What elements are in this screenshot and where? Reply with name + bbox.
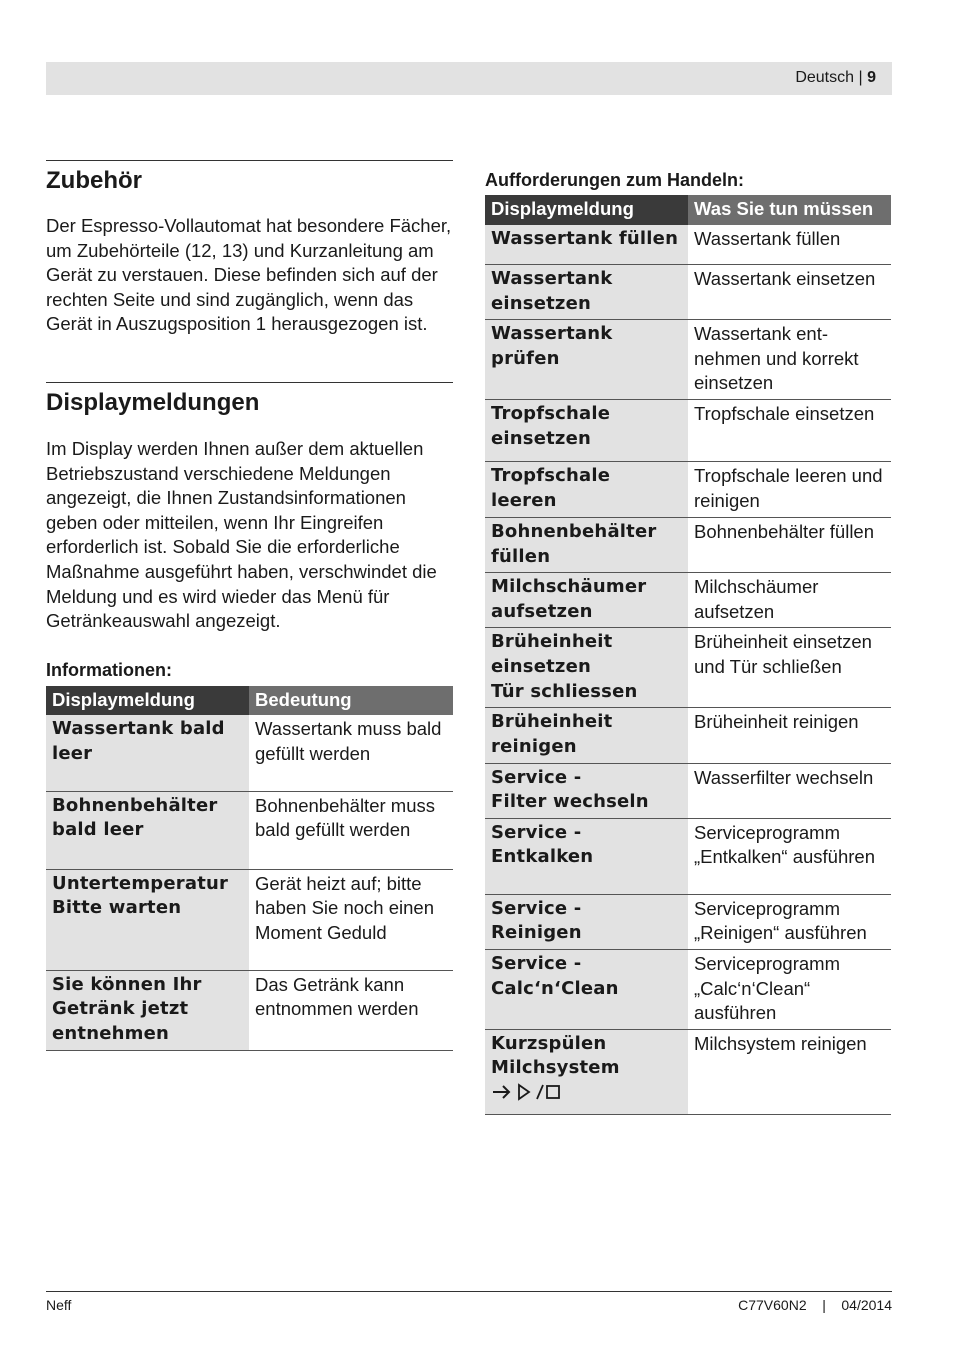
message-text: Bohnenbehälter bald leer: [52, 794, 218, 841]
table-row: [46, 869, 453, 970]
message-text: Tropfschale leeren: [491, 465, 611, 511]
table-header: Was Sie tun müssen: [688, 195, 891, 225]
table-row: [485, 950, 891, 1030]
meaning-cell: Wassertank entnehmen und korrekt einsetzen: [688, 320, 891, 400]
message-text: Milchschäumer aufsetzen: [491, 576, 647, 622]
table-row: [485, 265, 891, 320]
message-cell: [485, 462, 688, 518]
table-row: [485, 462, 891, 518]
informationen-heading: Informationen:: [46, 659, 172, 680]
right-column: [485, 168, 891, 1115]
meaning-cell: Tropfschale einsetzen: [688, 400, 891, 462]
page-number: 9: [867, 69, 876, 86]
meaning-cell: Serviceprogramm „Calc‘n‘Clean“ ausführen: [688, 950, 891, 1030]
header-language: Deutsch: [795, 69, 855, 86]
footer-date: 04/2014: [841, 1297, 892, 1313]
aufforderungen-heading: Aufforderungen zum Handeln:: [485, 170, 744, 190]
message-text: Service - Calc‘n‘Clean: [491, 953, 619, 999]
table-row: [46, 791, 453, 869]
footer-separator: |: [822, 1297, 826, 1313]
informationen-table: [46, 686, 453, 1051]
message-text: Untertemperatur Bitte warten: [52, 872, 229, 919]
message-text: Brüheinheit einsetzen Tür schliessen: [491, 631, 638, 702]
meaning-cell: Milchschäumer aufsetzen: [688, 573, 891, 628]
table-header: Bedeutung: [249, 686, 453, 716]
message-text: Service - Entkalken: [491, 821, 594, 868]
meaning-cell: Milchsystem reinigen: [688, 1029, 891, 1114]
footer-brand: Neff: [46, 1297, 72, 1313]
table-row: [485, 763, 891, 818]
message-text: Wassertank prüfen: [491, 323, 613, 369]
table-row: [46, 715, 453, 791]
meaning-cell: Serviceprogramm „Reinigen“ ausführen: [688, 894, 891, 949]
message-text: Service - Filter wechseln: [491, 766, 649, 813]
meaning-cell: Tropfschale leeren und reinigen: [688, 462, 891, 518]
message-cell: [485, 225, 688, 265]
meaning-cell: Brüheinheit reinigen: [688, 708, 891, 763]
message-cell: [485, 1029, 688, 1114]
table-row: [485, 628, 891, 708]
table-row: [485, 1029, 891, 1114]
table-row: [485, 573, 891, 628]
message-cell: [46, 715, 249, 791]
aufforderungen-table: [485, 195, 891, 1115]
message-cell: [46, 791, 249, 869]
table-row: [485, 400, 891, 462]
message-cell: [485, 950, 688, 1030]
footer-model: C77V60N2: [738, 1297, 807, 1313]
table-row: [485, 894, 891, 949]
table-header: Displaymeldung: [485, 195, 688, 225]
table-row: [46, 970, 453, 1050]
zubehoer-text: Der Espresso-Vollautomat hat besondere Fächer, um Zubehörteile (12, 13) und Kurzanleitung am Gerät zu verstauen. Diese befinden sich auf der rechten Seite und sind zugänglich, wenn das Gerät in Auszugsposition 1 herausgezogen ist.: [46, 215, 452, 335]
header-separator: |: [858, 69, 863, 86]
displaymeldungen-text: Im Display werden Ihnen außer dem aktuellen Betriebszustand verschiedene Meldungen angezeigt, die Ihnen Zustandsinformationen geben oder mitteilen, wenn Ihr Eingreifen erforderlich ist. Sobald Sie die erforderliche Maßnahme ausgeführt haben, verschwindet die Meldung und es wird wieder das Menü für Getränkeauswahl angezeigt.: [46, 437, 437, 632]
footer-divider: [46, 1291, 892, 1292]
meaning-cell: Bohnenbehälter muss bald gefüllt werden: [249, 791, 453, 869]
message-cell: [485, 518, 688, 573]
message-cell: [485, 320, 688, 400]
message-text: Bohnenbehälter füllen: [491, 521, 657, 567]
meaning-cell: Serviceprogramm „Entkalken“ ausführen: [688, 818, 891, 894]
table-row: [485, 708, 891, 763]
footer-info: [738, 1297, 892, 1313]
table-row: [485, 818, 891, 894]
meaning-cell: Gerät heizt auf; bitte haben Sie noch einen Moment Geduld: [249, 869, 453, 970]
meaning-cell: Bohnenbehälter füllen: [688, 518, 891, 573]
meaning-cell: Wassertank muss bald gefüllt werden: [249, 715, 453, 791]
page-header: [46, 62, 892, 95]
meaning-cell: Brüheinheit einsetzen und Tür schließen: [688, 628, 891, 708]
displaymeldungen-title: Displaymeldungen: [46, 388, 260, 416]
meaning-cell: Das Getränk kann entnommen werden: [249, 970, 453, 1050]
message-text: Tropfschale einsetzen: [491, 403, 611, 449]
meaning-cell: Wassertank füllen: [688, 225, 891, 265]
message-text: Wassertank füllen: [491, 227, 679, 249]
message-cell: [485, 628, 688, 708]
message-cell: [485, 818, 688, 894]
table-row: [485, 225, 891, 265]
header-text: [795, 69, 876, 87]
message-text: Wassertank einsetzen: [491, 268, 613, 314]
arrow-start-stop-icon: [491, 1081, 682, 1111]
message-cell: [485, 708, 688, 763]
meaning-cell: Wassertank einsetzen: [688, 265, 891, 320]
message-cell: [485, 400, 688, 462]
message-text: Wassertank bald leer: [52, 718, 225, 764]
message-cell: [485, 265, 688, 320]
meaning-cell: Wasserfilter wechseln: [688, 763, 891, 818]
message-cell: [46, 869, 249, 970]
table-row: [485, 518, 891, 573]
message-cell: [485, 763, 688, 818]
message-text: Kurzspülen Milchsystem: [491, 1032, 620, 1079]
message-text: Brüheinheit reinigen: [491, 711, 613, 758]
table-row: [485, 320, 891, 400]
left-column: [46, 160, 453, 1051]
zubehoer-title: Zubehör: [46, 167, 142, 194]
message-cell: [485, 894, 688, 949]
message-text: Sie können Ihr Getränk jetzt entnehmen: [52, 973, 202, 1044]
message-text: Service - Reinigen: [491, 897, 582, 944]
message-cell: [485, 573, 688, 628]
message-cell: [46, 970, 249, 1050]
table-header: Displaymeldung: [46, 686, 249, 716]
